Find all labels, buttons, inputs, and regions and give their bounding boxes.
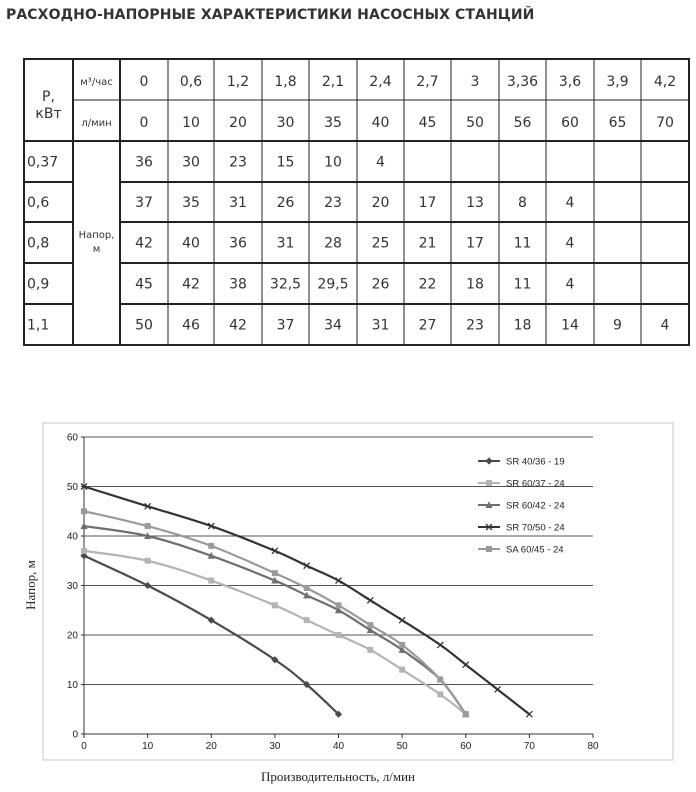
head-value-cell: 29,5 [317,276,349,293]
power-cell: 0,37 [27,154,59,171]
head-value-cell: 4 [376,154,385,171]
head-value-cell: 26 [276,195,295,211]
head-value-cell: 31 [276,235,295,252]
legend-item [478,479,565,490]
data-point [437,642,443,648]
head-value-cell: 17 [466,235,484,252]
head-value-cell: 23 [324,195,342,211]
legend-item [478,523,565,534]
data-point [399,642,405,648]
head-value-cell: 42 [182,276,200,293]
legend-label: SR 60/42 - 24 [506,500,565,512]
power-cell: 0,9 [27,276,50,293]
head-value-cell: 36 [229,235,247,252]
flow-lmin-cell: 10 [182,115,200,131]
head-value-cell: 4 [565,195,575,211]
flow-m3-cell: 3,6 [558,74,582,90]
head-value-cell: 35 [182,195,200,211]
head-value-cell: 11 [513,235,532,252]
head-value-cell: 42 [229,317,247,334]
series-line [84,526,466,714]
flow-m3-cell: 0 [139,74,149,90]
head-value-cell: 26 [371,276,390,293]
y-tick-label: 40 [66,531,78,543]
data-point [437,691,443,697]
power-cell: 0,6 [27,195,50,211]
flow-m3-cell: 2,7 [416,74,439,90]
y-tick-label: 0 [72,729,78,741]
flow-lmin-cell: 70 [656,115,674,131]
x-tick-label: 0 [81,741,87,752]
head-value-cell: 42 [135,235,153,252]
head-value-cell: 13 [466,195,484,211]
legend-label: SA 60/45 - 24 [506,544,564,556]
flow-m3-label: м³/час [80,77,113,88]
data-point [336,632,342,638]
head-value-cell: 23 [229,154,247,171]
flow-m3-cell: 1,8 [274,74,297,90]
head-value-cell: 4 [565,276,575,293]
flow-m3-cell: 2,1 [321,74,345,90]
flow-lmin-cell: 20 [229,115,247,131]
flow-m3-cell: 2,4 [369,74,392,90]
legend-marker [485,457,492,464]
x-tick-label: 50 [396,741,408,752]
data-point [526,711,532,717]
legend-marker [486,546,492,552]
head-value-cell: 4 [660,317,670,334]
data-point [304,585,310,591]
data-point [145,523,151,529]
flow-m3-cell: 3,36 [506,74,539,90]
data-point [367,647,373,653]
data-point [272,570,278,576]
data-point [367,597,373,603]
x-tick-label: 60 [460,741,472,752]
y-tick-label: 10 [66,680,78,691]
y-axis-title: Напор, м [23,560,38,610]
data-point [437,677,443,683]
head-value-cell: 37 [276,317,295,334]
head-value-cell: 34 [324,317,342,334]
x-tick-label: 40 [332,741,345,752]
data-point [399,617,405,623]
series-line [84,511,466,714]
flow-m3-cell: 3 [470,74,480,90]
y-tick-label: 60 [66,432,78,444]
series-line [84,487,529,715]
head-value-cell: 20 [371,195,390,211]
power-cell: 1,1 [27,317,50,334]
data-point [463,662,469,668]
head-value-cell: 31 [229,195,247,211]
flow-lmin-cell: 35 [324,115,342,131]
legend-item [478,545,564,556]
head-value-cell: 21 [418,235,437,252]
head-value-cell: 28 [324,235,342,252]
flow-lmin-cell: 0 [139,115,149,131]
flow-m3-cell: 3,9 [606,74,629,90]
head-value-cell: 23 [466,317,484,334]
data-point [81,548,87,554]
head-value-cell: 31 [371,317,390,334]
series-5 [81,508,469,717]
head-value-cell: 17 [418,195,437,211]
head-value-cell: 4 [565,235,575,252]
head-value-cell: 27 [418,317,437,334]
page-title: РАСХОДНО-НАПОРНЫЕ ХАРАКТЕРИСТИКИ НАСОСНЫХ СТАНЦИЙ [6,7,535,23]
y-tick-label: 20 [66,630,78,642]
data-point [144,582,151,589]
data-point [399,667,405,673]
legend-item [478,457,565,468]
flow-lmin-label: л/мин [81,118,112,129]
data-point [367,622,373,628]
flow-lmin-cell: 45 [418,115,437,131]
head-label-line1: Напор, [78,230,115,241]
flow-lmin-cell: 60 [561,115,579,131]
head-value-cell: 22 [418,276,437,293]
head-value-cell: 46 [182,317,200,334]
data-point [145,558,151,564]
head-value-cell: 8 [518,195,527,211]
head-value-cell: 18 [513,317,532,334]
x-tick-label: 80 [587,741,599,752]
y-tick-label: 30 [66,581,78,592]
x-tick-label: 10 [142,741,154,752]
head-value-cell: 30 [182,154,200,171]
data-point [272,602,278,608]
legend-label: SR 70/50 - 24 [506,522,565,534]
data-point [463,711,469,717]
flow-m3-cell: 0,6 [179,74,203,90]
flow-m3-cell: 1,2 [226,74,250,90]
power-header-line2: кВт [35,106,62,122]
x-axis-title: Производительность, л/мин [261,769,415,784]
head-value-cell: 40 [182,235,200,252]
x-tick-label: 70 [523,741,535,752]
data-point [336,602,342,608]
head-value-cell: 14 [561,317,579,334]
head-label-line2: м [92,244,101,255]
power-cell: 0,8 [27,235,50,252]
y-tick-label: 50 [66,482,78,493]
flow-lmin-cell: 50 [466,115,484,131]
head-value-cell: 32,5 [269,276,302,293]
data-point [208,543,214,549]
head-value-cell: 9 [613,317,622,334]
flow-lmin-cell: 56 [513,115,532,131]
head-value-cell: 37 [135,195,153,211]
x-tick-label: 30 [269,741,281,752]
head-value-cell: 45 [135,276,153,293]
head-value-cell: 11 [513,276,532,293]
flow-lmin-cell: 40 [371,115,390,131]
head-value-cell: 25 [371,235,390,252]
power-header-line1: P, [42,89,55,105]
data-point [495,686,501,692]
flow-m3-cell: 4,2 [653,74,677,90]
data-point [81,508,87,514]
head-value-cell: 38 [229,276,247,293]
legend-marker [486,480,492,486]
x-tick-label: 20 [205,741,217,752]
data-point [208,578,214,584]
head-value-cell: 10 [324,154,342,171]
legend-item [478,501,565,512]
data-point [304,617,310,623]
flow-lmin-cell: 65 [608,115,627,131]
head-value-cell: 50 [135,317,153,334]
head-value-cell: 36 [135,154,153,171]
legend-label: SR 60/37 - 24 [506,478,565,490]
head-value-cell: 18 [466,276,484,293]
head-value-cell: 15 [276,154,295,171]
legend-label: SR 40/36 - 19 [506,456,565,468]
flow-lmin-cell: 30 [276,115,295,131]
